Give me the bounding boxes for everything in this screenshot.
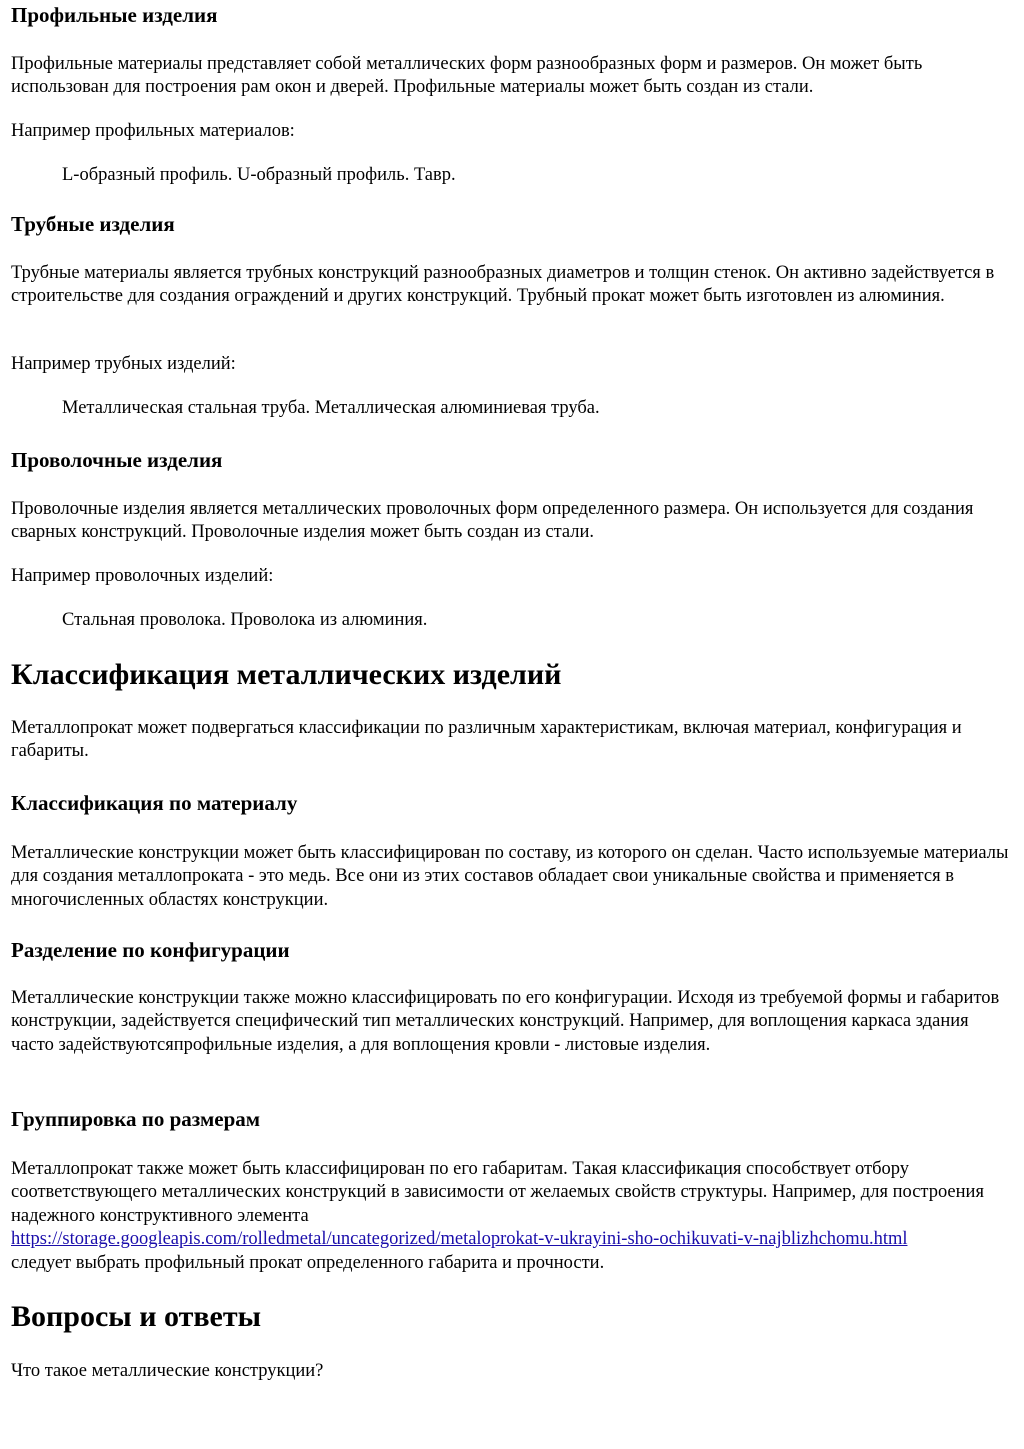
faq-question-1: Что такое металлические конструкции? [11, 1361, 324, 1381]
paragraph-wire [11, 498, 1012, 545]
example-list-tube-block [11, 397, 1012, 420]
example-lead-wire: Например проволочных изделий: [11, 566, 274, 586]
example-list-wire: Стальная проволока. Проволока из алюминия. [62, 610, 428, 630]
example-lead-tube-block [11, 353, 1012, 376]
section-heading-tube: Трубные изделия [11, 212, 175, 236]
example-list-tube: Металлическая стальная труба. Металлическая алюминиевая труба. [62, 398, 600, 418]
section-classification [11, 657, 1012, 693]
section-by-material [11, 790, 1012, 816]
section-heading-classification: Классификация металлических изделий [11, 658, 562, 691]
paragraph-by-material [11, 842, 1012, 912]
section-text-classification: Металлопрокат может подвергаться классификации по различным характеристикам, включая материал, конфигурация и габариты. [11, 718, 962, 762]
example-lead-profile-block [11, 120, 1012, 143]
rolledmetal-link[interactable]: https://storage.googleapis.com/rolledmetal/uncategorized/metaloprokat-v-ukrayini-sho-ochikuvati-v-najblizhchomu.html [11, 1229, 908, 1250]
example-lead-profile: Например профильных материалов: [11, 121, 295, 141]
section-text-profile: Профильные материалы представляет собой металлических форм разнообразных форм и размеров. Он может быть использован для построения рам окон и дверей. Профильные материалы может быть создан из стали. [11, 54, 923, 98]
example-lead-tube: Например трубных изделий: [11, 354, 236, 374]
section-heading-faq: Вопросы и ответы [11, 1300, 262, 1333]
section-text-tube: Трубные материалы является трубных конструкций разнообразных диаметров и толщин стенок. Он активно задействуется в строительстве для создания ограждений и других конструкций. Трубный прокат может быть изготовлен из алюминия. [11, 263, 995, 307]
section-heading-by-size: Группировка по размерам [11, 1107, 261, 1131]
example-lead-wire-block [11, 565, 1012, 588]
paragraph-by-size [11, 1158, 1012, 1275]
section-by-config [11, 937, 1012, 963]
example-list-wire-block [11, 609, 1012, 632]
section-heading-profile: Профильные изделия [11, 3, 218, 27]
example-list-profile: L-образный профиль. U-образный профиль. Тавр. [62, 165, 456, 185]
by-size-text-before-link: Металлопрокат также может быть классифицирован по его габаритам. Такая классификация способствует отбору соответствующего металлических конструкций в зависимости от желаемых свойств структуры. Например, для построения надежного конструктивного элемента [11, 1159, 984, 1226]
section-faq [11, 1299, 1012, 1335]
faq-question-block [11, 1360, 1012, 1383]
section-heading-wire: Проволочные изделия [11, 448, 223, 472]
paragraph-classification [11, 717, 1012, 764]
section-text-by-config: Металлические конструкции также можно классифицировать по его конфигурации. Исходя из требуемой формы и габаритов конструкции, задействуется специфический тип металлических конструкций. Например, для воплощения каркаса здания часто задействуютсяпрофильные изделия, а для воплощения кровли - листовые изделия. [11, 988, 1000, 1055]
paragraph-tube [11, 262, 1012, 309]
by-size-text-after-link: следует выбрать профильный прокат определенного габарита и прочности. [11, 1252, 605, 1273]
paragraph-profile [11, 53, 1012, 100]
paragraph-by-config [11, 987, 1012, 1057]
section-profile [11, 2, 1012, 28]
section-wire [11, 447, 1012, 473]
section-text-by-size [11, 1158, 1012, 1275]
example-list-profile-block [11, 164, 1012, 187]
section-tube [11, 211, 1012, 237]
section-by-size [11, 1106, 1012, 1132]
section-text-wire: Проволочные изделия является металлических проволочных форм определенного размера. Он используется для создания сварных конструкций. Проволочные изделия может быть создан из стали. [11, 499, 974, 543]
section-heading-by-material: Классификация по материалу [11, 791, 298, 815]
section-heading-by-config: Разделение по конфигурации [11, 938, 290, 962]
section-text-by-material: Металлические конструкции может быть классифицирован по составу, из которого он сделан. Часто используемые материалы для создания металлопроката - это медь. Все они из этих составов обладает свои уникальные свойства и применяется в многочисленных областях конструкции. [11, 843, 1009, 910]
